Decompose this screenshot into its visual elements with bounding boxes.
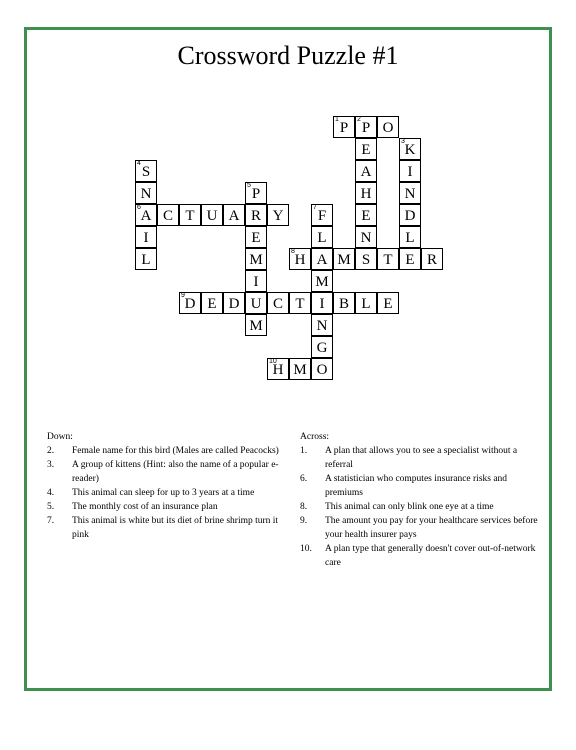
cell-letter: M [337,252,351,268]
crossword-cell[interactable] [135,160,157,182]
across-clues [300,430,540,570]
cell-letter: A [316,252,328,268]
crossword-cell[interactable] [135,182,157,204]
clue-number: 4 [137,160,141,167]
crossword-cell[interactable] [201,292,223,314]
clue-num: 7. [47,516,55,526]
crossword-cell[interactable] [333,292,355,314]
crossword-cell[interactable] [311,248,333,270]
crossword-cell[interactable] [355,292,377,314]
cell-letter: H [272,362,284,378]
cell-letter: N [316,318,328,334]
crossword-cell[interactable] [311,226,333,248]
crossword-cell[interactable] [289,358,311,380]
across-clue [300,500,540,514]
clue-text: A plan that allows you to see a specialist without a referral [325,446,518,470]
crossword-cell[interactable] [245,204,267,226]
cell-letter: O [382,120,394,136]
crossword-cell[interactable] [399,160,421,182]
cell-letter: L [317,230,327,246]
crossword-cell[interactable] [377,116,399,138]
down-clues [47,430,287,542]
down-clue [47,444,287,458]
cell-letter: H [360,186,372,202]
cell-letter: P [361,120,371,136]
clue-number: 3 [401,138,405,145]
crossword-cell[interactable] [399,226,421,248]
crossword-cell[interactable] [245,226,267,248]
clue-num: 4. [47,488,55,498]
cell-letter: U [250,296,262,312]
cell-letter: A [228,208,240,224]
crossword-cell[interactable] [333,248,355,270]
crossword-cell[interactable] [333,116,355,138]
clue-number: 5 [247,182,251,189]
puzzle-title: Crossword Puzzle #1 [177,41,399,70]
crossword-cell[interactable] [135,248,157,270]
crossword-cell[interactable] [311,292,333,314]
cell-letter: P [251,186,261,202]
crossword-cell[interactable] [355,160,377,182]
clue-number: 7 [313,204,317,211]
clue-number: 10 [269,358,277,365]
down-clue [47,500,287,514]
crossword-cell[interactable] [355,248,377,270]
cell-letter: D [404,208,416,224]
across-clue [300,514,540,542]
crossword-cell[interactable] [355,226,377,248]
cell-letter: O [316,362,328,378]
cell-letter: C [162,208,173,224]
down-clue [47,458,287,486]
cell-letter: E [361,142,371,158]
clue-text: A statistician who computes insurance risks and premiums [325,474,508,498]
cell-letter: E [405,252,415,268]
across-clue [300,472,540,500]
down-clue [47,486,287,500]
crossword-cell[interactable] [421,248,443,270]
cell-letter: N [404,186,416,202]
clue-text: The monthly cost of an insurance plan [72,502,218,512]
crossword-cell[interactable] [245,182,267,204]
clue-text: A group of kittens (Hint: also the name of a popular e-reader) [72,460,279,484]
clue-num: 2. [47,446,55,456]
crossword-cell[interactable] [179,204,201,226]
crossword-cell[interactable] [355,116,377,138]
crossword-cell[interactable] [355,204,377,226]
crossword-cell[interactable] [223,204,245,226]
crossword-cell[interactable] [223,292,245,314]
cell-letter: E [251,230,261,246]
cell-letter: A [360,164,372,180]
cell-letter: I [319,296,325,312]
cell-letter: F [317,208,327,224]
cell-letter: S [141,164,151,180]
cell-letter: L [405,230,415,246]
crossword-cell[interactable] [355,182,377,204]
crossword-cell[interactable] [311,336,333,358]
cell-letter: G [316,340,328,356]
crossword-cell[interactable] [311,314,333,336]
clue-text: This animal can only blink one eye at a time [325,502,494,512]
cell-letter: U [206,208,218,224]
clue-number: 9 [181,292,185,299]
clue-text: A plan type that generally doesn't cover out-of-network care [325,544,536,568]
cell-letter: M [293,362,307,378]
clue-number: 6 [137,204,141,211]
cell-letter: K [404,142,416,158]
crossword-cell[interactable] [201,204,223,226]
cell-letter: T [295,296,305,312]
cell-letter: T [383,252,393,268]
cell-letter: A [140,208,152,224]
cell-letter: D [228,296,240,312]
crossword-cell[interactable] [399,248,421,270]
clue-text: The amount you pay for your healthcare services before your health insurer pays [325,516,538,540]
crossword-cell[interactable] [179,292,201,314]
cell-letter: M [249,252,263,268]
cell-letter: R [250,208,261,224]
crossword-cell[interactable] [311,204,333,226]
crossword-cell[interactable] [245,248,267,270]
crossword-cell[interactable] [245,270,267,292]
crossword-cell[interactable] [355,138,377,160]
cell-letter: I [143,230,149,246]
clue-number: 2 [357,116,361,123]
clue-text: This animal can sleep for up to 3 years at a time [72,488,255,498]
crossword-cell[interactable] [135,226,157,248]
across-heading: Across: [300,432,330,442]
cell-letter: I [407,164,413,180]
clue-num: 1. [300,446,308,456]
cell-letter: S [361,252,371,268]
clue-text: Female name for this bird (Males are called Peacocks) [72,446,279,456]
crossword-cell[interactable] [289,248,311,270]
cell-letter: R [426,252,437,268]
cell-letter: C [272,296,283,312]
clue-num: 9. [300,516,308,526]
crossword-cell[interactable] [245,292,267,314]
clue-number: 1 [335,116,339,123]
crossword-cell[interactable] [399,138,421,160]
crossword-cell[interactable] [245,314,267,336]
cell-letter: N [140,186,152,202]
cell-letter: H [294,252,306,268]
cell-letter: B [338,296,349,312]
across-clue [300,444,540,472]
crossword-cell[interactable] [377,248,399,270]
clue-num: 8. [300,502,308,512]
crossword-cell[interactable] [157,204,179,226]
cell-letter: N [360,230,372,246]
clue-num: 5. [47,502,55,512]
cell-letter: I [253,274,259,290]
cell-letter: L [141,252,151,268]
cell-letter: D [184,296,196,312]
clue-num: 10. [300,544,312,554]
clue-num: 3. [47,460,55,470]
crossword-cell[interactable] [311,270,333,292]
crossword-cell[interactable] [289,292,311,314]
cell-letter: P [339,120,349,136]
across-clue [300,542,540,570]
crossword-cell[interactable] [311,358,333,380]
cell-letter: E [207,296,217,312]
cell-letter: T [185,208,195,224]
cell-letter: L [361,296,371,312]
crossword-cell[interactable] [135,204,157,226]
cell-letter: M [249,318,263,334]
down-heading: Down: [47,432,73,442]
crossword-cell[interactable] [267,358,289,380]
crossword-cell[interactable] [267,292,289,314]
cell-letter: E [383,296,393,312]
clue-number: 8 [291,248,295,255]
cell-letter: Y [272,208,284,224]
crossword-cell[interactable] [377,292,399,314]
down-clue [47,514,287,542]
clue-text: This animal is white but its diet of brine shrimp turn it pink [72,516,279,540]
crossword-cell[interactable] [267,204,289,226]
clue-num: 6. [300,474,308,484]
cell-letter: E [361,208,371,224]
cell-letter: M [315,274,329,290]
crossword-cell[interactable] [399,204,421,226]
crossword-cell[interactable] [399,182,421,204]
